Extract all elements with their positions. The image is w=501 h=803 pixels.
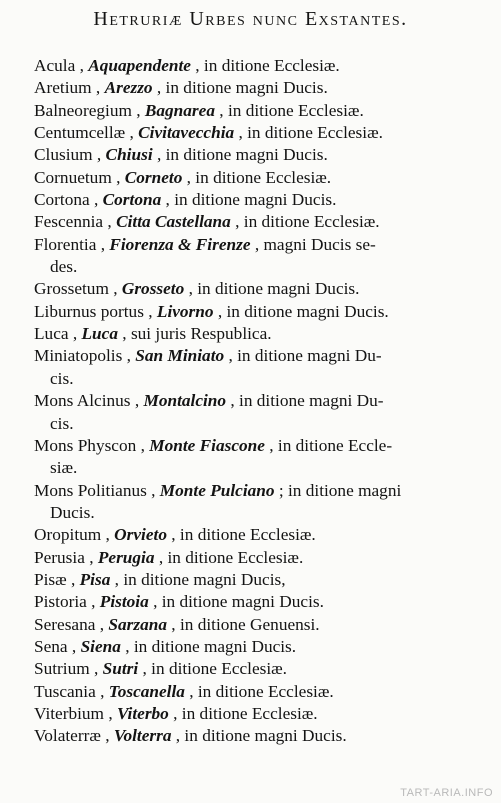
- list-item: [0, 390, 501, 435]
- jurisdiction-text: , in ditione magni Ducis.: [152, 145, 328, 165]
- list-item: [0, 77, 501, 99]
- jurisdiction-text: , magni Ducis se-: [250, 234, 376, 254]
- list-item: [0, 658, 501, 680]
- latin-name: Balneoregium ,: [34, 100, 145, 120]
- modern-name: Bagnarea: [144, 100, 215, 120]
- watermark: TART-ARIA.INFO: [400, 787, 493, 799]
- list-item: [0, 189, 501, 211]
- jurisdiction-text: , in ditione Ecclesiæ.: [184, 681, 334, 701]
- latin-name: Sutrium ,: [34, 659, 103, 679]
- latin-name: Mons Physcon ,: [34, 435, 150, 455]
- entry-line: [0, 77, 501, 99]
- latin-name: Mons Politianus ,: [34, 480, 160, 500]
- modern-name: Monte Pulciano: [159, 480, 275, 500]
- latin-name: Perusia ,: [34, 547, 98, 567]
- modern-name: Luca: [81, 324, 118, 344]
- list-item: [0, 614, 501, 636]
- modern-name: Citta Castellana: [116, 212, 231, 232]
- list-item: [0, 636, 501, 658]
- jurisdiction-text: , in ditione magni Ducis.: [184, 279, 360, 299]
- jurisdiction-text: , in ditione magni Ducis.: [120, 636, 297, 656]
- entry-line: [0, 100, 501, 122]
- entry-line: [0, 614, 501, 636]
- latin-name: Seresana ,: [34, 614, 109, 634]
- entry-line: [0, 323, 501, 345]
- jurisdiction-text: , in ditione Ecclesiæ.: [190, 56, 340, 75]
- modern-name: Sutri: [102, 659, 139, 679]
- modern-name: Pistoia: [99, 592, 149, 612]
- entry-line: [0, 480, 501, 502]
- modern-name: Livorno: [156, 301, 214, 321]
- modern-name: Monte Fiascone: [149, 435, 265, 455]
- jurisdiction-text: , in ditione magni Du-: [226, 391, 384, 411]
- latin-name: Clusium ,: [34, 145, 106, 165]
- modern-name: Cortona: [102, 190, 162, 210]
- page-title: Hetruriæ Urbes nunc Exstantes.: [93, 8, 408, 30]
- entry-line: [0, 591, 501, 613]
- modern-name: Grosseto: [121, 279, 185, 299]
- list-item: [0, 524, 501, 546]
- list-item: [0, 681, 501, 703]
- jurisdiction-text: , in ditione magni Ducis.: [171, 726, 347, 746]
- list-item: [0, 211, 501, 233]
- modern-name: Sarzana: [108, 614, 167, 634]
- jurisdiction-text: , in ditione Ecclesiæ.: [154, 547, 304, 567]
- modern-name: Aquapendente: [88, 56, 191, 75]
- modern-name: Montalcino: [143, 391, 227, 411]
- jurisdiction-text: , sui juris Respublica.: [117, 324, 272, 344]
- jurisdiction-text: , in ditione magni Ducis.: [148, 592, 324, 612]
- modern-name: Siena: [80, 636, 121, 656]
- entry-line: [0, 524, 501, 546]
- modern-name: Viterbo: [116, 703, 169, 723]
- modern-name: Volterra: [113, 726, 172, 746]
- latin-name: Cortona ,: [34, 190, 103, 210]
- list-item: [0, 547, 501, 569]
- entry-line: [0, 189, 501, 211]
- list-item: [0, 480, 501, 525]
- latin-name: Grossetum ,: [34, 279, 122, 299]
- jurisdiction-text: ; in ditione magni: [274, 480, 402, 500]
- latin-name: Cornuetum ,: [34, 167, 125, 187]
- modern-name: Arezzo: [104, 78, 153, 98]
- entry-line: [0, 569, 501, 591]
- list-item: [0, 725, 501, 747]
- entry-continuation-line: [0, 256, 501, 278]
- list-item: [0, 122, 501, 144]
- entry-line: [0, 636, 501, 658]
- jurisdiction-text: , in ditione Genuensi.: [166, 614, 320, 634]
- entry-line: [0, 234, 501, 256]
- list-item: [0, 569, 501, 591]
- entry-line: [0, 703, 501, 725]
- entry-line: [0, 390, 501, 412]
- list-item: [0, 144, 501, 166]
- entry-line: [0, 211, 501, 233]
- entry-line: [0, 547, 501, 569]
- jurisdiction-text: , in ditione Ecclesiæ.: [168, 703, 318, 723]
- entry-line: [0, 144, 501, 166]
- entry-line: [0, 167, 501, 189]
- latin-name: Tuscania ,: [34, 681, 109, 701]
- entry-line: [0, 725, 501, 747]
- list-item: [0, 703, 501, 725]
- entry-line: [0, 301, 501, 323]
- entry-line: [0, 681, 501, 703]
- entry-continuation-line: [0, 413, 501, 435]
- jurisdiction-text: , in ditione Eccle-: [264, 435, 393, 455]
- latin-name: Aretium ,: [34, 78, 105, 98]
- latin-name: Pistoria ,: [34, 592, 100, 612]
- latin-name: Florentia ,: [34, 234, 110, 254]
- entry-line: [0, 122, 501, 144]
- modern-name: San Miniato: [135, 346, 225, 366]
- jurisdiction-text: , in ditione Ecclesiæ.: [234, 123, 383, 143]
- list-item: [0, 323, 501, 345]
- latin-name: Luca ,: [34, 324, 82, 344]
- jurisdiction-text: , in ditione magni Du-: [224, 346, 382, 366]
- jurisdiction-text: cis.: [50, 413, 74, 433]
- modern-name: Chiusi: [105, 145, 153, 165]
- latin-name: Volaterræ ,: [34, 726, 114, 746]
- list-item: [0, 591, 501, 613]
- jurisdiction-text: , in ditione Ecclesiæ.: [138, 659, 287, 679]
- list-item: [0, 100, 501, 122]
- jurisdiction-text: , in ditione Ecclesiæ.: [182, 167, 332, 187]
- jurisdiction-text: Ducis.: [50, 502, 95, 522]
- entry-line: [0, 658, 501, 680]
- entry-continuation-line: [0, 368, 501, 390]
- jurisdiction-text: , in ditione Ecclesiæ.: [166, 525, 316, 545]
- entry-line: [0, 278, 501, 300]
- list-item: [0, 278, 501, 300]
- jurisdiction-text: siæ.: [50, 458, 78, 478]
- modern-name: Perugia: [97, 547, 155, 567]
- jurisdiction-text: des.: [50, 257, 78, 277]
- jurisdiction-text: , in ditione magni Ducis.: [161, 190, 337, 210]
- jurisdiction-text: , in ditione Ecclesiæ.: [230, 212, 380, 232]
- latin-name: Acula ,: [34, 56, 89, 75]
- jurisdiction-text: , in ditione Ecclesiæ.: [214, 100, 364, 120]
- entry-line: [0, 345, 501, 367]
- latin-name: Liburnus portus ,: [34, 301, 157, 321]
- latin-name: Oropitum ,: [34, 525, 115, 545]
- list-item: [0, 55, 501, 77]
- list-item: [0, 345, 501, 390]
- modern-name: Corneto: [124, 167, 183, 187]
- latin-name: Pisæ ,: [34, 569, 80, 589]
- jurisdiction-text: cis.: [50, 368, 74, 388]
- latin-name: Centumcellæ ,: [34, 123, 139, 143]
- jurisdiction-text: , in ditione magni Ducis.: [213, 301, 389, 321]
- modern-name: Pisa: [79, 569, 111, 589]
- entry-continuation-line: [0, 457, 501, 479]
- jurisdiction-text: , in ditione magni Ducis,: [110, 569, 286, 589]
- modern-name: Orvieto: [114, 525, 167, 545]
- latin-name: Mons Alcinus ,: [34, 391, 144, 411]
- entry-list: [0, 55, 501, 748]
- entry-line: [0, 435, 501, 457]
- latin-name: Fescennia ,: [34, 212, 117, 232]
- list-item: [0, 435, 501, 480]
- list-item: [0, 167, 501, 189]
- latin-name: Miniatopolis ,: [34, 346, 136, 366]
- jurisdiction-text: , in ditione magni Ducis.: [152, 78, 328, 98]
- latin-name: Sena ,: [34, 636, 81, 656]
- latin-name: Viterbium ,: [34, 703, 117, 723]
- entry-continuation-line: [0, 502, 501, 524]
- entry-line: [0, 55, 501, 77]
- list-item: [0, 301, 501, 323]
- modern-name: Fiorenza & Firenze: [109, 234, 251, 254]
- modern-name: Civitavecchia: [138, 123, 235, 143]
- list-item: [0, 234, 501, 279]
- modern-name: Toscanella: [108, 681, 185, 701]
